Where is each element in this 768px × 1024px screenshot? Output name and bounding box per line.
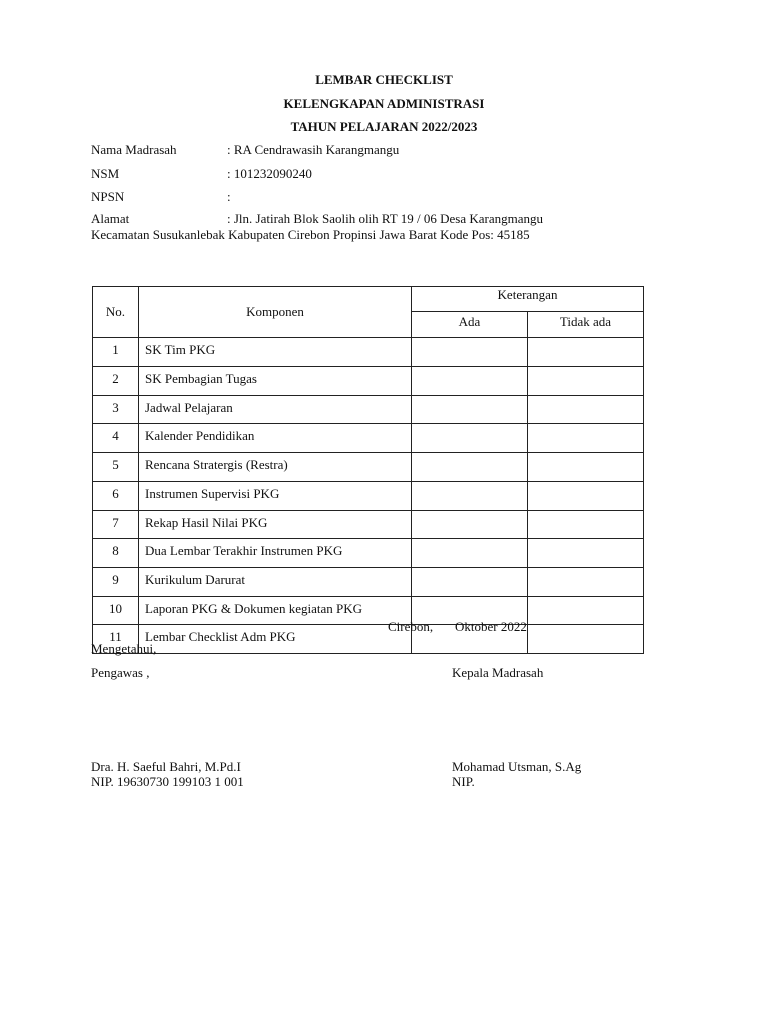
kepala-nip: NIP.	[452, 774, 475, 789]
pengawas-name: Dra. H. Saeful Bahri, M.Pd.I	[91, 759, 241, 774]
row-komponen: Instrumen Supervisi PKG	[139, 481, 412, 510]
table-row	[93, 596, 644, 625]
ada-cell	[412, 481, 528, 510]
tidak-ada-cell	[528, 539, 644, 568]
title-line-3: TAHUN PELAJARAN 2022/2023	[290, 119, 478, 134]
row-komponen: Kurikulum Darurat	[139, 567, 412, 596]
header-tidak-ada: Tidak ada	[528, 311, 644, 338]
row-no: 3	[93, 395, 139, 424]
ada-cell	[412, 338, 528, 367]
info-nama-madrasah	[91, 142, 399, 158]
row-komponen: Dua Lembar Terakhir Instrumen PKG	[139, 539, 412, 568]
pengawas-nip: NIP. 19630730 199103 1 001	[91, 774, 244, 789]
row-komponen: Laporan PKG & Dokumen kegiatan PKG	[139, 596, 412, 625]
info-alamat	[91, 211, 543, 227]
alamat-label: Alamat	[91, 211, 130, 226]
row-no: 7	[93, 510, 139, 539]
header-no: No.	[93, 287, 139, 338]
table-row	[93, 424, 644, 453]
alamat-value: : Jln. Jatirah Blok Saolih olih RT 19 / 06 Desa Karangmangu	[227, 211, 543, 226]
alamat-line-2: Kecamatan Susukanlebak Kabupaten Cirebon Propinsi Jawa Barat Kode Pos: 45185	[91, 227, 530, 242]
place-text: Cirebon,	[388, 619, 434, 634]
table-row	[93, 338, 644, 367]
row-no: 10	[93, 596, 139, 625]
kepala-label: Kepala Madrasah	[452, 665, 544, 680]
row-no: 2	[93, 367, 139, 396]
row-komponen: Kalender Pendidikan	[139, 424, 412, 453]
nsm-label: NSM	[91, 166, 120, 181]
table-row	[93, 510, 644, 539]
kepala-name: Mohamad Utsman, S.Ag	[452, 759, 582, 774]
row-komponen: SK Pembagian Tugas	[139, 367, 412, 396]
tidak-ada-cell	[528, 510, 644, 539]
row-komponen: Rencana Stratergis (Restra)	[139, 453, 412, 482]
ada-cell	[412, 567, 528, 596]
mengetahui-text: Mengetahui,	[91, 641, 157, 656]
tidak-ada-cell	[528, 596, 644, 625]
tidak-ada-cell	[528, 481, 644, 510]
header-keterangan: Keterangan	[412, 287, 644, 312]
tidak-ada-cell	[528, 367, 644, 396]
table-row	[93, 367, 644, 396]
ada-cell	[412, 510, 528, 539]
row-komponen: Lembar Checklist Adm PKG	[139, 625, 412, 654]
tidak-ada-cell	[528, 625, 644, 654]
table-row	[93, 567, 644, 596]
ada-cell	[412, 424, 528, 453]
ada-cell	[412, 395, 528, 424]
row-no: 11	[93, 625, 139, 654]
title-line-1: LEMBAR CHECKLIST	[315, 72, 453, 87]
tidak-ada-cell	[528, 453, 644, 482]
row-komponen: Jadwal Pelajaran	[139, 395, 412, 424]
header-komponen: Komponen	[139, 287, 412, 338]
pengawas-label: Pengawas ,	[91, 665, 150, 680]
ada-cell	[412, 539, 528, 568]
tidak-ada-cell	[528, 395, 644, 424]
info-npsn	[91, 189, 231, 205]
checklist-table	[92, 286, 644, 654]
ada-cell	[412, 367, 528, 396]
table-row	[93, 395, 644, 424]
row-no: 9	[93, 567, 139, 596]
nama-label: Nama Madrasah	[91, 142, 177, 157]
tidak-ada-cell	[528, 424, 644, 453]
row-no: 6	[93, 481, 139, 510]
nama-value: : RA Cendrawasih Karangmangu	[227, 142, 400, 157]
npsn-label: NPSN	[91, 189, 125, 204]
table-row	[93, 539, 644, 568]
title-line-2: KELENGKAPAN ADMINISTRASI	[283, 96, 485, 111]
date-text: Oktober 2022	[455, 619, 527, 634]
header-ada: Ada	[412, 311, 528, 338]
info-nsm	[91, 166, 312, 182]
nsm-value: : 101232090240	[227, 166, 312, 181]
tidak-ada-cell	[528, 567, 644, 596]
row-komponen: Rekap Hasil Nilai PKG	[139, 510, 412, 539]
row-komponen: SK Tim PKG	[139, 338, 412, 367]
row-no: 4	[93, 424, 139, 453]
npsn-value: :	[227, 189, 231, 204]
row-no: 5	[93, 453, 139, 482]
table-row	[93, 625, 644, 654]
row-no: 8	[93, 539, 139, 568]
table-row	[93, 453, 644, 482]
ada-cell	[412, 453, 528, 482]
tidak-ada-cell	[528, 338, 644, 367]
table-row	[93, 481, 644, 510]
row-no: 1	[93, 338, 139, 367]
